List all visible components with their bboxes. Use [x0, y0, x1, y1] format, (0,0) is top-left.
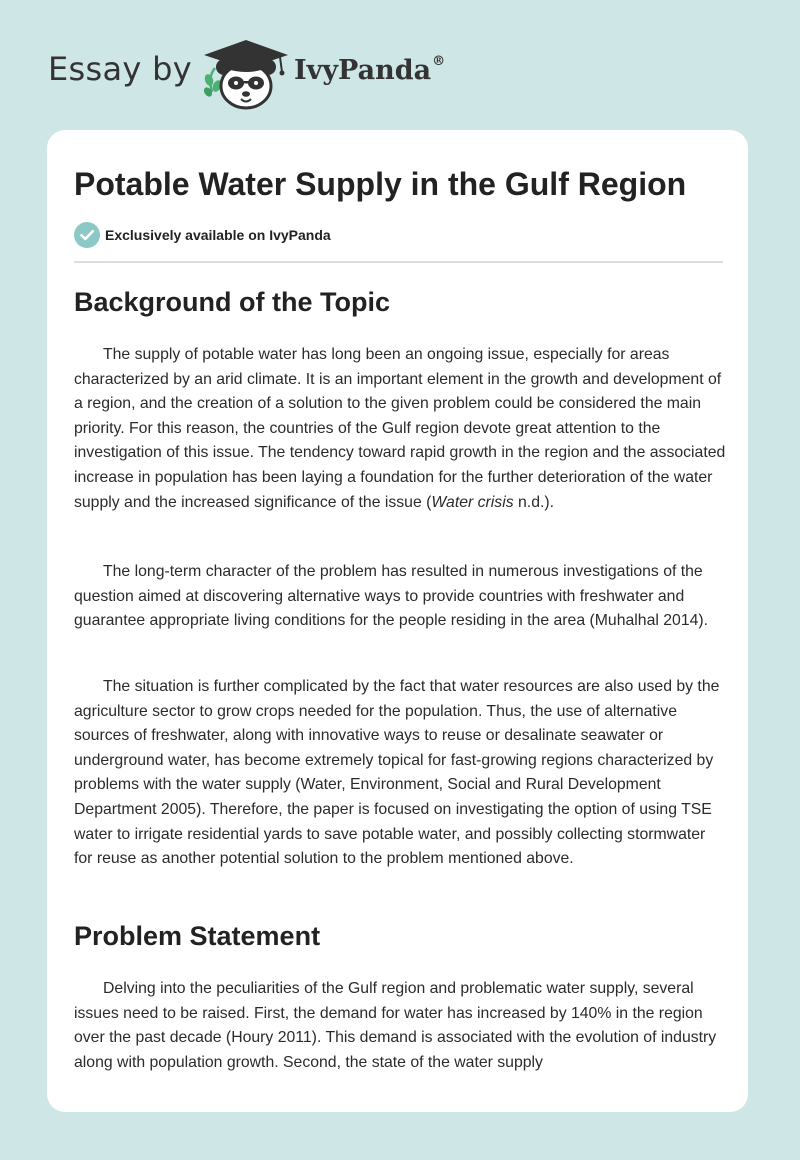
site-header — [0, 0, 800, 130]
page-title: Potable Water Supply in the Gulf Region — [74, 166, 687, 202]
paragraph-background-1 — [74, 343, 727, 515]
section-heading-problem-statement: Problem Statement — [74, 921, 321, 951]
paragraph-background-2: The long-term character of the problem has resulted in numerous investigations of the question aimed at discovering alternative ways to provide countries with freshwater and guarantee appropriate living conditions for the people residing in the area (Muhalhal 2014). — [74, 563, 709, 630]
registered-mark: ® — [432, 54, 446, 69]
exclusive-badge — [74, 222, 331, 248]
badge-text: Exclusively available on IvyPanda — [105, 227, 331, 243]
essay-card — [47, 130, 748, 1112]
paragraph-text: The supply of potable water has long been an ongoing issue, especially for areas characterized by an arid climate. It is an important element in the growth and development of a region, and the creation of a solution to the given problem could be considered the main priority. For this reason, the countries of the Gulf region devote great attention to the investigation of this issue. The tendency toward rapid growth in the region and the associated increase in population has been laying a foundation for the further deterioration of the water supply and the increased significance of the issue ( — [74, 346, 726, 511]
check-circle-icon — [74, 222, 100, 248]
ivypanda-logo-text[interactable] — [294, 55, 445, 86]
title-divider — [74, 261, 723, 263]
essay-by-label: Essay by — [48, 50, 192, 88]
panda-graduation-cap-icon[interactable] — [200, 36, 292, 110]
paragraph-background-3: The situation is further complicated by the fact that water resources are also used by the agriculture sector to grow crops needed for the population. Thus, the use of alternative sources of freshwater, along with innovative ways to reuse or desalinate seawater or underground water, has become extremely topical for fast-growing regions characterized by problems with the water supply (Water, Environment, Social and Rural Development Department 2005). Therefore, the paper is focused on investigating the option of using TSE water to irrigate residential yards to save potable water, and possibly collecting stormwater for reuse as another potential solution to the problem mentioned above. — [74, 678, 720, 868]
paragraph-problem-1: Delving into the peculiarities of the Gulf region and problematic water supply, several issues need to be raised. First, the demand for water has increased by 140% in the region over the past decade (Houry 2011). This demand is associated with the evolution of industry along with population growth. Second, the state of the water supply — [74, 980, 717, 1071]
citation-italic: Water crisis — [431, 493, 514, 511]
paragraph-text: n.d.). — [513, 493, 555, 511]
section-heading-background: Background of the Topic — [74, 287, 390, 317]
brand-name-text: IvyPanda — [294, 55, 432, 86]
